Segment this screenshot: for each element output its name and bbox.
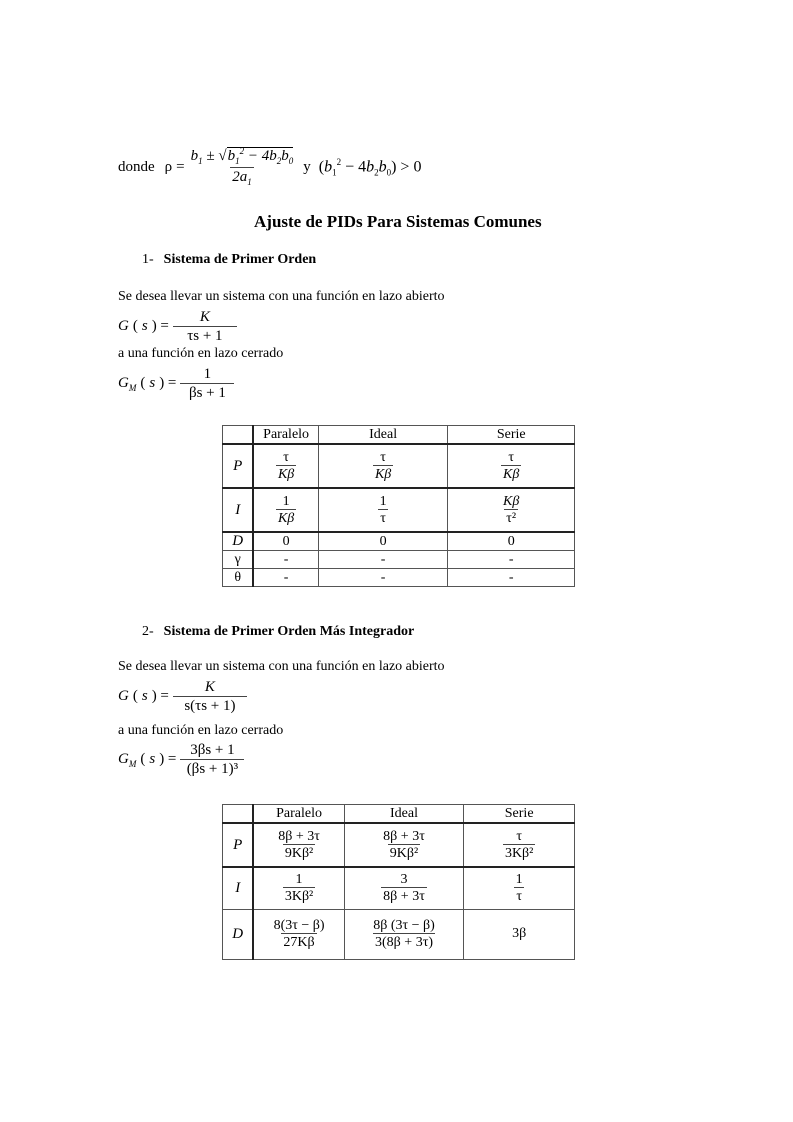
- section-1-closed-loop-formula: $G_M$ ( s ) = $\frac{1}{\beta s + 1}$: [118, 366, 234, 401]
- open-loop-den: τs + 1: [173, 326, 237, 345]
- corner-cell: [223, 426, 254, 445]
- rho-numerator: $b_1 \pm √b_1^2 - 4b_2b_0$: [190, 146, 294, 166]
- col-header-ideal: Ideal: [318, 426, 448, 445]
- col-header-ideal: Ideal: [344, 805, 464, 824]
- table-row-gamma: γ - - -: [223, 551, 575, 569]
- table-row-d: D 0 0 0: [223, 532, 575, 551]
- closed-loop-num: 1: [203, 366, 212, 382]
- section-1-pid-table: [222, 425, 575, 587]
- closed-loop-num: 3βs + 1: [190, 742, 235, 758]
- open-loop-den: s(τs + 1): [173, 696, 247, 715]
- section-2-heading: [142, 624, 414, 640]
- section-number: 2-: [142, 624, 154, 639]
- section-1-intro-open: Se desea llevar un sistema con una función en lazo abierto: [118, 289, 445, 304]
- col-header-paralelo: Paralelo: [253, 426, 318, 445]
- col-header-paralelo: Paralelo: [253, 805, 344, 824]
- section-1-open-loop-formula: G ( s ) = $\frac{K}{\tau s + 1}$: [118, 309, 237, 344]
- row-label: I: [223, 867, 254, 909]
- col-header-serie: Serie: [464, 805, 575, 824]
- row-label: γ: [223, 551, 254, 569]
- row-label: P: [223, 444, 254, 488]
- col-header-serie: Serie: [448, 426, 575, 445]
- rho-denominator: $2a_1$: [232, 168, 252, 187]
- table-row-d: D $\frac{8(3\tau - \beta)}{27K\beta}$ $\frac{8\beta (3\tau - \beta)}{3(8\beta + 3\tau)}$ 3β: [223, 909, 575, 959]
- rho-fraction: [189, 147, 296, 188]
- row-label: D: [223, 532, 254, 551]
- table-row-p: P $\frac{8\beta + 3\tau}{\text{9Kβ²}}$ $\frac{8\beta + 3\tau}{\text{9Kβ²}}$ $\frac{\tau}{\text{3Kβ²}}$: [223, 823, 575, 867]
- rho-symbol: ρ: [164, 158, 173, 175]
- equals-sign: =: [176, 158, 185, 175]
- row-label: θ: [223, 569, 254, 587]
- page-title: Ajuste de PIDs Para Sistemas Comunes: [254, 212, 542, 231]
- corner-cell: [223, 805, 254, 824]
- open-loop-num: K: [199, 309, 210, 325]
- row-label: P: [223, 823, 254, 867]
- table-row-i: I $\frac{1}{\text{3Kβ²}}$ $\frac{3}{8\beta + 3\tau}$ $\frac{1}{\tau}$: [223, 867, 575, 909]
- section-2-open-loop-formula: G ( s ) = $\frac{K}{s(\tau s + 1)}$: [118, 679, 247, 714]
- rho-definition-formula: [118, 147, 421, 188]
- connector-y: y: [303, 158, 311, 175]
- closed-loop-den: (βs + 1)³: [180, 759, 244, 778]
- discriminant-condition: $(b_1^2 - 4b_2b_0) > 0$: [318, 157, 422, 178]
- section-title: Sistema de Primer Orden Más Integrador: [163, 624, 415, 639]
- section-2-intro-open: Se desea llevar un sistema con una función en lazo abierto: [118, 659, 445, 674]
- section-title: Sistema de Primer Orden: [163, 252, 317, 267]
- section-number: 1-: [142, 252, 154, 267]
- closed-loop-den: βs + 1: [180, 383, 234, 402]
- table-row-p: P $\frac{\tau}{K\beta}$ $\frac{\tau}{K\beta}$ $\frac{\tau}{K\beta}$: [223, 444, 575, 488]
- section-2-intro-closed: a una función en lazo cerrado: [118, 723, 284, 738]
- formula-prefix: donde: [118, 158, 155, 175]
- open-loop-num: K: [204, 679, 215, 695]
- row-label: D: [223, 909, 254, 959]
- section-1-heading: [142, 252, 316, 268]
- section-2-closed-loop-formula: $G_M$ ( s ) = $\frac{3\beta s + 1}{\text{(βs + 1)³}}$: [118, 742, 244, 777]
- table-row-i: I $\frac{1}{K\beta}$ $\frac{1}{\tau}$ $\frac{K\beta}{\text{τ²}}$: [223, 488, 575, 532]
- row-label: I: [223, 488, 254, 532]
- section-1-intro-closed: a una función en lazo cerrado: [118, 346, 284, 361]
- table-row-theta: θ - - -: [223, 569, 575, 587]
- section-2-pid-table: [222, 804, 575, 960]
